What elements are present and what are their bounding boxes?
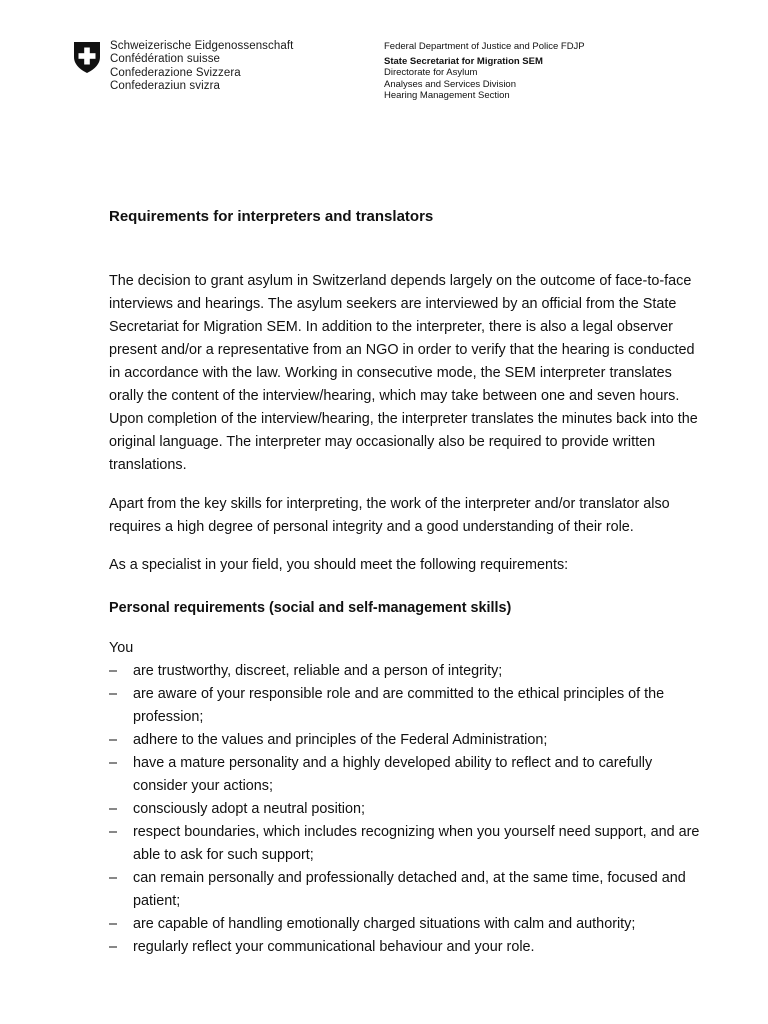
dash-bullet: – [109, 732, 118, 748]
list-item [109, 729, 709, 752]
list-item-text: are trustworthy, discreet, reliable and a person of integrity; [133, 663, 503, 679]
requirements-list [109, 660, 709, 959]
list-item-text: are capable of handling emotionally charged situations with calm and authority; [133, 916, 636, 932]
swiss-cross-shield-icon [72, 40, 102, 74]
list-item [109, 913, 709, 936]
paragraph-skills: Apart from the key skills for interpreting, the work of the interpreter and/or translator also requires a high degree of personal integrity and a good understanding of their role. [109, 496, 670, 535]
list-item [109, 752, 709, 798]
dash-bullet: – [109, 755, 118, 771]
name-italian: Confederazione Svizzera [110, 66, 241, 79]
name-german: Schweizerische Eidgenossenschaft [110, 40, 294, 52]
list-item [109, 683, 709, 729]
secretariat-name: State Secretariat for Migration SEM [384, 56, 543, 68]
department-info [384, 41, 585, 101]
paragraph-intro: The decision to grant asylum in Switzerland depends largely on the outcome of face-to-face interviews and hearings. The asylum seekers are interviewed by an official from the State Secretariat for Migration SEM. In addition to the interpreter, there is also a legal observer present and/or a representative from an NGO in order to verify that the hearing is conducted in accordance with the law. Working in consecutive mode, the SEM interpreter translates orally the content of the interview/hearing, which may take between one and seven hours. Upon completion of the interview/hearing, the interpreter translates the minutes back into the original language. The interpreter may occasionally also be required to provide written translations. [109, 273, 698, 473]
list-item-text: consciously adopt a neutral position; [133, 801, 365, 817]
list-item-text: respect boundaries, which includes recognizing when you yourself need support, and are able to ask for such support; [133, 824, 700, 863]
dash-bullet: – [109, 663, 118, 679]
dash-bullet: – [109, 939, 118, 955]
confederation-names [110, 40, 293, 94]
list-item [109, 821, 709, 867]
paragraph-requirements-lead: As a specialist in your field, you should meet the following requirements: [109, 557, 569, 573]
list-item-text: can remain personally and professionally detached and, at the same time, focused and patient; [133, 870, 686, 909]
list-item [109, 798, 709, 821]
name-romansh: Confederaziun svizra [110, 80, 221, 93]
directorate-name: Directorate for Asylum [384, 67, 478, 79]
dash-bullet: – [109, 801, 118, 817]
list-item [109, 660, 709, 683]
list-item-text: adhere to the values and principles of the Federal Administration; [133, 732, 548, 748]
dash-bullet: – [109, 686, 118, 702]
list-item-text: are aware of your responsible role and are committed to the ethical principles of the profession; [133, 686, 665, 725]
division-name: Analyses and Services Division [384, 78, 517, 90]
list-intro: You [109, 640, 134, 656]
list-item-text: have a mature personality and a highly developed ability to reflect and to carefully consider your actions; [133, 755, 653, 794]
section-name: Hearing Management Section [384, 89, 510, 101]
dash-bullet: – [109, 870, 118, 886]
dash-bullet: – [109, 916, 118, 932]
list-item-text: regularly reflect your communicational behaviour and your role. [133, 939, 535, 955]
name-french: Confédération suisse [110, 53, 221, 66]
document-body [109, 270, 709, 959]
list-item [109, 867, 709, 913]
list-item [109, 936, 709, 959]
department-name: Federal Department of Justice and Police FDJP [384, 41, 585, 52]
document-title: Requirements for interpreters and translators [109, 208, 434, 225]
section-heading: Personal requirements (social and self-management skills) [109, 600, 512, 616]
dash-bullet: – [109, 824, 118, 840]
